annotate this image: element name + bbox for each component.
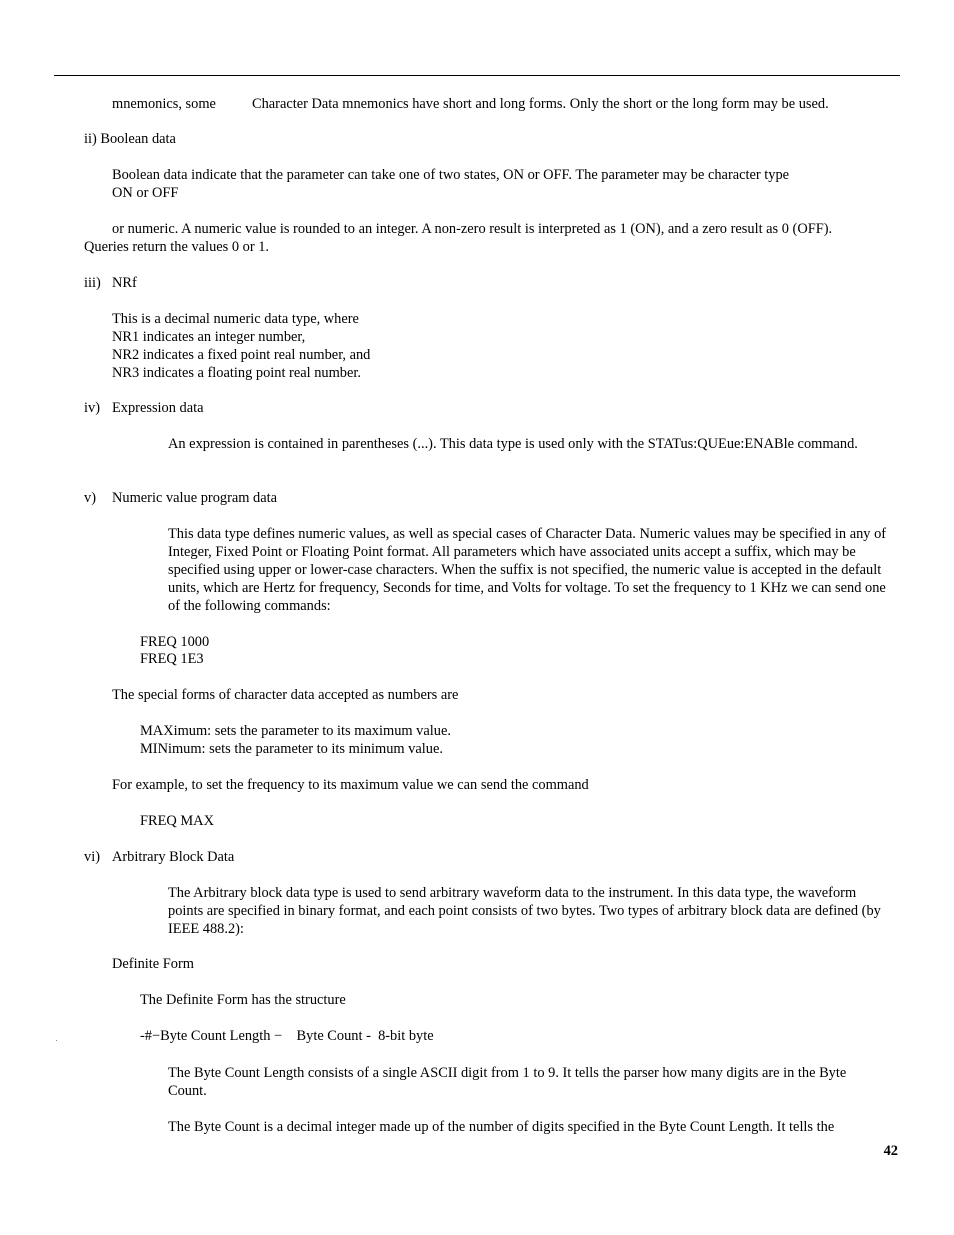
numeric-special-intro: The special forms of character data accepted as numbers are <box>112 687 459 703</box>
numeric-command-1: FREQ 1000 <box>140 634 210 650</box>
page-number: 42 <box>883 1143 898 1159</box>
expression-title: Expression data <box>112 400 204 416</box>
byte-count-text: The Byte Count is a decimal integer made up of the number of digits specified in the Byte Count Length. It tells the <box>168 1119 835 1135</box>
expression-number: iv) <box>84 400 100 416</box>
definite-form-structure: -#−Byte Count Length − Byte Count - 8-bit byte <box>140 1028 434 1044</box>
numeric-command-max: FREQ MAX <box>140 813 214 829</box>
mnemonics-text: Character Data mnemonics have short and long forms. Only the short or the long form may be used. <box>252 96 829 112</box>
boolean-line-2: ON or OFF <box>112 185 179 201</box>
arbitrary-title: Arbitrary Block Data <box>112 849 235 865</box>
boolean-para-line-1: or numeric. A numeric value is rounded to an integer. A non-zero result is interpreted as 1 (ON), and a zero result as 0 (OFF). <box>112 221 833 237</box>
header-rule <box>54 75 900 76</box>
nrf-title: NRf <box>112 275 137 291</box>
nrf-line-3: NR2 indicates a fixed point real number, and <box>112 347 371 363</box>
boolean-para-line-2: Queries return the values 0 or 1. <box>84 239 270 255</box>
nrf-line-2: NR1 indicates an integer number, <box>112 329 306 345</box>
arbitrary-number: vi) <box>84 849 100 865</box>
numeric-maximum: MAXimum: sets the parameter to its maximum value. <box>140 723 451 739</box>
numeric-example: For example, to set the frequency to its maximum value we can send the command <box>112 777 589 793</box>
boolean-line-1: Boolean data indicate that the parameter can take one of two states, ON or OFF. The parameter may be character type <box>112 167 790 183</box>
definite-form-heading: Definite Form <box>112 956 194 972</box>
numeric-title: Numeric value program data <box>112 490 278 506</box>
byte-count-length-text: The Byte Count Length consists of a single ASCII digit from 1 to 9. It tells the parser how many digits are in the Byte Count. <box>168 1065 847 1099</box>
numeric-number: v) <box>84 490 96 506</box>
definite-form-structure-intro: The Definite Form has the structure <box>140 992 346 1008</box>
numeric-text: This data type defines numeric values, as well as special cases of Character Data. Numeric values may be specified in any of Integer, Fixed Point or Floating Point format. All parameters which have associated units accept a suffix, which may be specified using upper or lower-case characters. When the suffix is not specified, the numeric value is accepted in the default units, which are Hertz for frequency, Seconds for time, and Volts for voltage. To set the frequency to 1 KHz we can send one of the following commands: <box>168 526 887 614</box>
nrf-number: iii) <box>84 275 101 291</box>
numeric-command-2: FREQ 1E3 <box>140 651 204 667</box>
numeric-minimum: MINimum: sets the parameter to its minimum value. <box>140 741 443 757</box>
mnemonics-label: mnemonics, some <box>112 96 216 112</box>
boolean-heading: ii) Boolean data <box>84 131 176 147</box>
nrf-line-4: NR3 indicates a floating point real number. <box>112 365 361 381</box>
nrf-line-1: This is a decimal numeric data type, where <box>112 311 359 327</box>
expression-text: An expression is contained in parentheses (...). This data type is used only with the STATus:QUEue:ENABle command. <box>168 436 858 452</box>
arbitrary-text: The Arbitrary block data type is used to send arbitrary waveform data to the instrument. In this data type, the waveform points are specified in binary format, and each point consists of two bytes. Two types of arbitrary block data are defined (by IEEE 488.2): <box>168 885 881 937</box>
margin-mark <box>56 1040 57 1041</box>
